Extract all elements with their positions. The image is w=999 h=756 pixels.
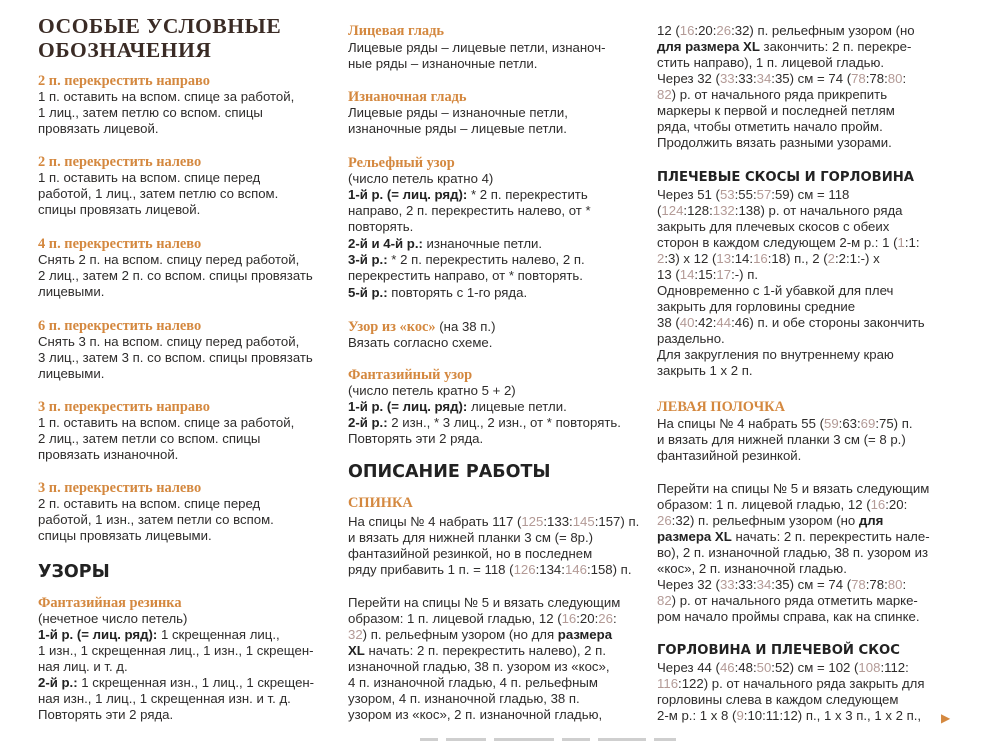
back-text: Перейти на спицы № 5 и вязать следующим <box>348 595 621 610</box>
stockinette-text: ные ряды – изнаночные петли. <box>348 56 538 71</box>
back-continued: Продолжить вязать разными узорами. <box>657 135 892 150</box>
relief-row1: направо, 2 п. перекрестить налево, от * <box>348 203 591 218</box>
fancy-repeat: Повторять эти 2 ряда. <box>348 431 484 446</box>
rib-row1: ная лиц. и т. д. <box>38 659 128 674</box>
left-front-text: образом: 1 п. лицевой гладью, 12 (16:20: <box>657 497 908 512</box>
symbol-text: провязать лицевой. <box>38 121 159 136</box>
fancy-note: (число петель кратно 5 + 2) <box>348 383 516 398</box>
symbol-text: 1 лиц., затем петлю со вспом. спицы <box>38 105 263 120</box>
back-text: 32) п. рельефным узором (но для размера <box>348 627 613 642</box>
cables-text: Вязать согласно схеме. <box>348 335 493 350</box>
relief-row3: перекрестить направо, от * повторять. <box>348 268 583 283</box>
relief-row3: 3-й р.: * 2 п. перекрестить налево, 2 п. <box>348 252 585 267</box>
back-continued: стить направо), 1 п. лицевой гладью. <box>657 55 885 70</box>
back-text: и вязать для нижней планки 3 см (= 8р.) <box>348 530 594 545</box>
back-text: изнаночной гладью, 38 п. узором из «кос», <box>348 659 610 674</box>
fancy-title: Фантазийный узор <box>348 367 473 383</box>
back-continued: ряда, чтобы отметить начало пройм. <box>657 119 883 134</box>
symbol-text: работой, 1 изн., затем петли со вспом. <box>38 512 274 527</box>
neck-text: 2-м р.: 1 х 8 (9:10:11:12) п., 1 х 3 п., 1 х 2 п., <box>657 708 922 723</box>
symbol-title: 4 п. перекрестить налево <box>38 236 202 252</box>
shoulder-text: сторон в каждом следующем 2-м р.: 1 (1:1: <box>657 235 920 250</box>
shoulder-text: Для закругления по внутреннему краю <box>657 347 894 362</box>
relief-note: (число петель кратно 4) <box>348 171 494 186</box>
shoulder-text: 38 (40:42:44:46) п. и обе стороны закончить <box>657 315 925 330</box>
neck-text: Через 44 (46:48:50:52) см = 102 (108:112: <box>657 660 909 675</box>
rib-title: Фантазийная резинка <box>38 595 182 611</box>
symbol-text: 3 лиц., затем 3 п. со вспом. спицы провязать <box>38 350 313 365</box>
shoulder-heading: ПЛЕЧЕВЫЕ СКОСЫ И ГОРЛОВИНА <box>657 170 914 185</box>
shoulder-text: Через 51 (53:55:57:59) см = 118 <box>657 187 850 202</box>
shoulder-text: закрыть для плечевых скосов с обеих <box>657 219 890 234</box>
symbol-text: 2 лиц., затем петли со вспом. спицы <box>38 431 261 446</box>
symbol-text: провязать изнаночной. <box>38 447 179 462</box>
symbol-text: лицевыми. <box>38 284 105 299</box>
left-front-text: 82) р. от начального ряда отметить марке- <box>657 593 918 608</box>
left-front-text: «кос», 2 п. изнаночной гладью. <box>657 561 847 576</box>
back-continued: для размера XL закончить: 2 п. перекре- <box>657 39 912 54</box>
fancy-row1: 1-й р. (= лиц. ряд): лицевые петли. <box>348 399 567 414</box>
relief-row1: повторять. <box>348 219 414 234</box>
relief-row5: 5-й р.: повторять с 1-го ряда. <box>348 285 528 300</box>
rib-repeat: Повторять эти 2 ряда. <box>38 707 174 722</box>
shoulder-text: 13 (14:15:17:-) п. <box>657 267 758 282</box>
neck-text: 116:122) р. от начального ряда закрыть для <box>657 676 925 691</box>
back-continued: 82) р. от начального ряда прикрепить <box>657 87 888 102</box>
back-continued: Через 32 (33:33:34:35) см = 74 (78:78:80: <box>657 71 907 86</box>
neck-heading: ГОРЛОВИНА И ПЛЕЧЕВОЙ СКОС <box>657 643 900 658</box>
rib-row1: 1 изн., 1 скрещенная лиц., 1 изн., 1 скрещен- <box>38 643 314 658</box>
stockinette-text: Лицевые ряды – лицевые петли, изнаноч- <box>348 40 606 55</box>
relief-row24: 2-й и 4-й р.: изнаночные петли. <box>348 236 543 251</box>
shoulder-text: (124:128:132:138) р. от начального ряда <box>657 203 903 218</box>
shoulder-text: закрыть для горловины средние <box>657 299 856 314</box>
relief-title: Рельефный узор <box>348 155 455 171</box>
left-front-text: во), 2 п. изнаночной гладью, 38 п. узором из <box>657 545 929 560</box>
back-continued: 12 (16:20:26:32) п. рельефным узором (но <box>657 23 915 38</box>
reverse-text: Лицевые ряды – изнаночные петли, <box>348 105 568 120</box>
back-text: ряду прибавить 1 п. = 118 (126:134:146:158) п. <box>348 562 632 577</box>
symbol-title: 3 п. перекрестить направо <box>38 399 210 415</box>
back-text: фантазийной резинкой, но в последнем <box>348 546 593 561</box>
shoulder-text: 2:3) х 12 (13:14:16:18) п., 2 (2:2:1:-) х <box>657 251 880 266</box>
back-text: узором из «кос», 2 п. изнаночной гладью, <box>348 707 603 722</box>
symbol-text: 1 п. оставить на вспом. спице перед <box>38 170 261 185</box>
left-front-text: фантазийной резинкой. <box>657 448 802 463</box>
reverse-text: изнаночные ряды – лицевые петли. <box>348 121 567 136</box>
symbol-text: работой, 1 лиц., затем петлю со вспом. <box>38 186 279 201</box>
symbol-text: Снять 3 п. на вспом. спицу перед работой, <box>38 334 300 349</box>
page-footer-decoration <box>420 738 720 745</box>
stockinette-title: Лицевая гладь <box>348 23 445 39</box>
shoulder-text: Одновременно с 1-й убавкой для плеч <box>657 283 894 298</box>
back-text: образом: 1 п. лицевой гладью, 12 (16:20:26: <box>348 611 617 626</box>
symbol-text: 2 п. оставить на вспом. спице перед <box>38 496 261 511</box>
neck-text: горловины слева в каждом следующем <box>657 692 899 707</box>
symbol-text: спицы провязать лицевыми. <box>38 528 212 543</box>
shoulder-text: раздельно. <box>657 331 725 346</box>
symbol-title: 6 п. перекрестить налево <box>38 318 202 334</box>
legend-title-line-1: ОСОБЫЕ УСЛОВНЫЕ <box>38 14 282 38</box>
reverse-title: Изнаночная гладь <box>348 89 467 105</box>
symbol-text: спицы провязать лицевой. <box>38 202 201 217</box>
legend-title-line-2: ОБОЗНАЧЕНИЯ <box>38 38 212 62</box>
patterns-heading: УЗОРЫ <box>38 562 110 582</box>
shoulder-text: закрыть 1 х 2 п. <box>657 363 753 378</box>
back-text: 4 п. изнаночной гладью, 4 п. рельефным <box>348 675 598 690</box>
symbol-text: 1 п. оставить на вспом. спице за работой, <box>38 89 295 104</box>
left-front-text: Перейти на спицы № 5 и вязать следующим <box>657 481 930 496</box>
back-title: СПИНКА <box>348 495 413 511</box>
back-text: узором, 4 п. изнаночной гладью, 38 п. <box>348 691 580 706</box>
symbol-text: Снять 2 п. на вспом. спицу перед работой, <box>38 252 300 267</box>
symbol-text: лицевыми. <box>38 366 105 381</box>
back-text: На спицы № 4 набрать 117 (125:133:145:157) п. <box>348 514 640 529</box>
left-front-text: 26:32) п. рельефным узором (но для <box>657 513 884 528</box>
rib-note: (нечетное число петель) <box>38 611 188 626</box>
left-front-title: ЛЕВАЯ ПОЛОЧКА <box>657 399 786 415</box>
fancy-row2: 2-й р.: 2 изн., * 3 лиц., 2 изн., от * повторять. <box>348 415 621 430</box>
symbol-title: 2 п. перекрестить направо <box>38 73 210 89</box>
rib-row2: 2-й р.: 1 скрещенная изн., 1 лиц., 1 скрещен- <box>38 675 315 690</box>
rib-row2: ная изн., 1 лиц., 1 скрещенная изн. и т. д. <box>38 691 291 706</box>
back-text: XL начать: 2 п. перекрестить налево), 2 п. <box>348 643 606 658</box>
left-front-text: размера XL начать: 2 п. перекрестить нале- <box>657 529 930 544</box>
symbol-text: 1 п. оставить на вспом. спице за работой, <box>38 415 295 430</box>
cables-title-line: Узор из «кос» (на 38 п.) <box>348 319 496 335</box>
continue-arrow-icon: ▶ <box>941 711 951 725</box>
work-description-heading: ОПИСАНИЕ РАБОТЫ <box>348 462 551 482</box>
symbol-title: 2 п. перекрестить налево <box>38 154 202 170</box>
rib-row1: 1-й р. (= лиц. ряд): 1 скрещенная лиц., <box>38 627 280 642</box>
symbol-text: 2 лиц., затем 2 п. со вспом. спицы провязать <box>38 268 313 283</box>
left-front-text: На спицы № 4 набрать 55 (59:63:69:75) п. <box>657 416 913 431</box>
symbol-title: 3 п. перекрестить налево <box>38 480 202 496</box>
left-front-text: Через 32 (33:33:34:35) см = 74 (78:78:80: <box>657 577 907 592</box>
back-continued: маркеры к первой и последней петлям <box>657 103 895 118</box>
left-front-text: ром начало проймы справа, как на спинке. <box>657 609 920 624</box>
relief-row1: 1-й р. (= лиц. ряд): * 2 п. перекрестить <box>348 187 588 202</box>
left-front-text: и вязать для нижней планки 3 см (= 8 р.) <box>657 432 906 447</box>
